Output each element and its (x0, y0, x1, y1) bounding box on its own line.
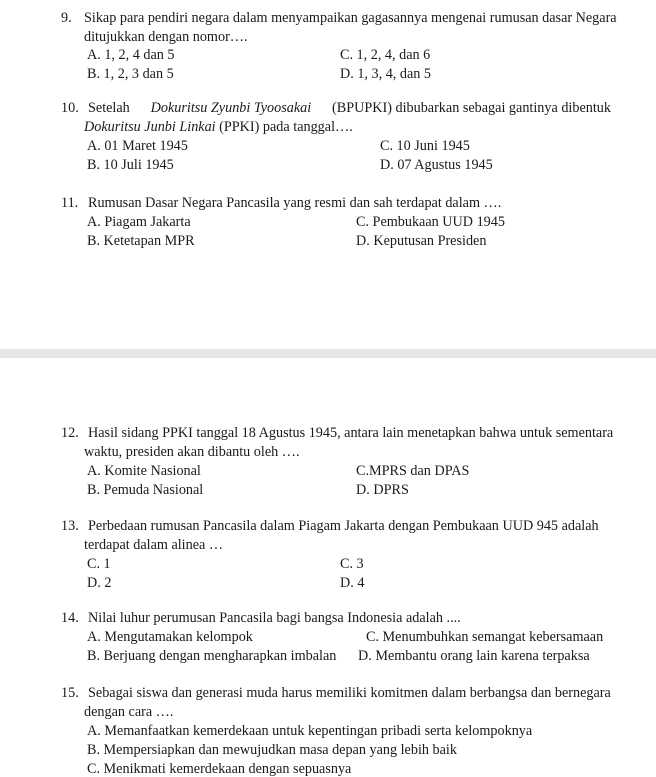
option-a[interactable]: A. Memanfaatkan kemerdekaan untuk kepentingan pribadi serta kelompoknya (87, 723, 533, 739)
option-b[interactable]: D. 2 (87, 575, 112, 591)
question-text: Perbedaan rumusan Pancasila dalam Piagam Jakarta dengan Pembukaan UUD 945 adalah (88, 518, 599, 534)
question-number: 11. (61, 195, 79, 211)
option-b[interactable]: B. Berjuang dengan mengharapkan imbalan (87, 648, 337, 664)
question-text: Sikap para pendiri negara dalam menyampaikan gagasannya mengenai rumusan dasar Negara (84, 10, 617, 26)
option-c[interactable]: C.MPRS dan DPAS (356, 463, 470, 479)
option-c[interactable]: C. Menumbuhkan semangat kebersamaan (366, 629, 604, 645)
option-d[interactable]: D. 1, 3, 4, dan 5 (340, 66, 432, 82)
option-b[interactable]: B. Mempersiapkan dan mewujudkan masa depan yang lebih baik (87, 742, 457, 758)
option-c[interactable]: C. 3 (340, 556, 364, 572)
page-divider (0, 349, 656, 358)
question-text: Dokuritsu Junbi Linkai (PPKI) pada tanggal…. (84, 119, 353, 135)
option-c[interactable]: C. 10 Juni 1945 (380, 138, 470, 154)
option-d[interactable]: D. Membantu orang lain karena terpaksa (358, 648, 590, 664)
question-number: 13. (61, 518, 79, 534)
question-text: Rumusan Dasar Negara Pancasila yang resmi dan sah terdapat dalam …. (88, 195, 502, 211)
question-text: Setelah Dokuritsu Zyunbi Tyoosakai (BPUPKI) dibubarkan sebagai gantinya dibentuk (88, 100, 611, 116)
question-text: waktu, presiden akan dibantu oleh …. (84, 444, 300, 460)
option-c[interactable]: C. Menikmati kemerdekaan dengan sepuasnya (87, 761, 352, 777)
option-b[interactable]: B. 10 Juli 1945 (87, 157, 174, 173)
option-b[interactable]: B. Ketetapan MPR (87, 233, 195, 249)
question-text: Nilai luhur perumusan Pancasila bagi bangsa Indonesia adalah .... (88, 610, 461, 626)
option-a[interactable]: A. 01 Maret 1945 (87, 138, 188, 154)
option-b[interactable]: B. 1, 2, 3 dan 5 (87, 66, 174, 82)
option-b[interactable]: B. Pemuda Nasional (87, 482, 204, 498)
question-text: terdapat dalam alinea … (84, 537, 224, 553)
question-number: 15. (61, 685, 79, 701)
option-a[interactable]: A. Piagam Jakarta (87, 214, 191, 230)
question-number: 10. (61, 100, 79, 116)
option-a[interactable]: A. Mengutamakan kelompok (87, 629, 253, 645)
question-text: dengan cara …. (84, 704, 174, 720)
question-text: ditujukkan dengan nomor…. (84, 29, 248, 45)
question-text: Hasil sidang PPKI tanggal 18 Agustus 1945, antara lain menetapkan bahwa untuk sementara (88, 425, 614, 441)
option-d[interactable]: D. DPRS (356, 482, 409, 498)
option-a[interactable]: C. 1 (87, 556, 111, 572)
option-a[interactable]: A. Komite Nasional (87, 463, 201, 479)
option-d[interactable]: D. 4 (340, 575, 365, 591)
question-text: Sebagai siswa dan generasi muda harus memiliki komitmen dalam berbangsa dan bernegara (88, 685, 611, 701)
question-number: 12. (61, 425, 79, 441)
question-number: 14. (61, 610, 79, 626)
option-c[interactable]: C. 1, 2, 4, dan 6 (340, 47, 431, 63)
option-a[interactable]: A. 1, 2, 4 dan 5 (87, 47, 175, 63)
option-d[interactable]: D. 07 Agustus 1945 (380, 157, 493, 173)
question-number: 9. (61, 10, 72, 26)
option-c[interactable]: C. Pembukaan UUD 1945 (356, 214, 505, 230)
option-d[interactable]: D. Keputusan Presiden (356, 233, 487, 249)
